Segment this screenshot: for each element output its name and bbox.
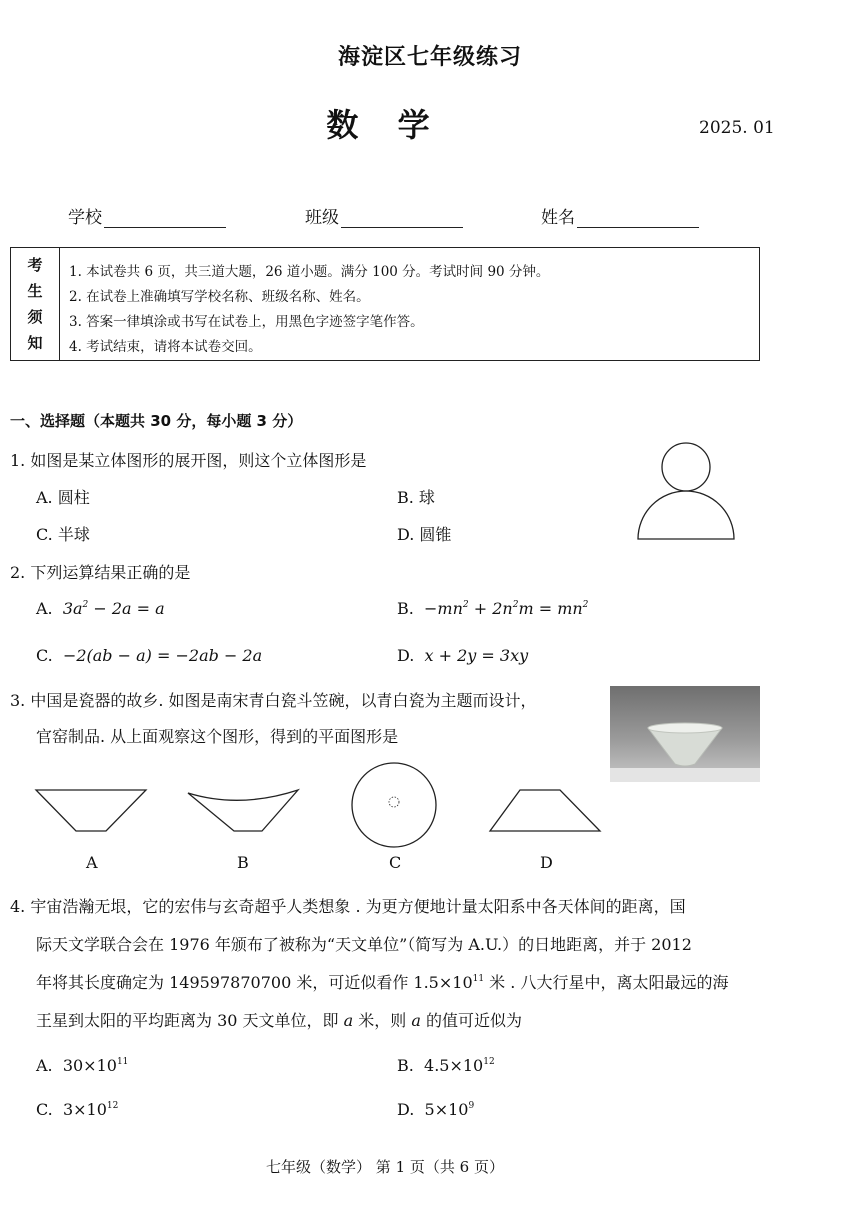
- q1-option-b[interactable]: B. 球: [397, 488, 435, 507]
- q3-figure-a[interactable]: [36, 790, 146, 831]
- q4-line3-exp: 11: [472, 974, 485, 984]
- class-blank[interactable]: [341, 209, 463, 228]
- q3-options-figures[interactable]: [30, 785, 630, 845]
- school-field: [68, 203, 226, 228]
- notice-side-char: 须: [27, 308, 43, 326]
- page-footer: 七年级（数学） 第 1 页（共 6 页）: [266, 1158, 504, 1176]
- q3-figure-c-inner: [389, 797, 399, 807]
- q3-label-c: C: [389, 853, 402, 872]
- q3-label-d: D: [540, 853, 553, 872]
- name-label: 姓名: [541, 208, 575, 228]
- q4-option-b-exp: 12: [483, 1057, 495, 1067]
- class-label: 班级: [305, 208, 339, 228]
- question-2-stem: 2. 下列运算结果正确的是: [10, 563, 191, 582]
- q4-option-a-base: 30×10: [62, 1056, 117, 1075]
- q4-option-c-exp: 12: [106, 1101, 119, 1111]
- q2-option-c-label: C.: [36, 646, 53, 665]
- q4-option-a[interactable]: [36, 1056, 128, 1075]
- notice-side-char: 生: [27, 282, 43, 300]
- hemisphere-net-figure: [635, 440, 745, 542]
- name-blank[interactable]: [577, 209, 699, 228]
- subject-title: 数 学: [326, 106, 444, 144]
- q4-option-a-exp: 11: [116, 1057, 129, 1067]
- q4-option-c[interactable]: [36, 1100, 118, 1119]
- q3-figure-d[interactable]: [490, 790, 600, 831]
- class-field: [305, 203, 463, 228]
- question-1-stem: 1. 如图是某立体图形的展开图，则这个立体图形是: [10, 451, 367, 470]
- q2-option-b-label: B.: [397, 599, 414, 618]
- exam-notice-box: [10, 247, 760, 361]
- q4-line4c: 的值可近似为: [420, 1011, 522, 1030]
- notice-item: 1. 本试卷共 6 页，共三道大题，26 道小题。满分 100 分。考试时间 90 分钟。: [69, 264, 550, 280]
- q4-line4a: 王星到太阳的平均距离为 30 天文单位，即: [36, 1011, 344, 1030]
- q4-option-a-label: A.: [36, 1056, 53, 1075]
- notice-item: 4. 考试结束，请将本试卷交回。: [69, 339, 262, 355]
- question-3-stem-line1: 3. 中国是瓷器的故乡. 如图是南宋青白瓷斗笠碗，以青白瓷为主题而设计，: [10, 691, 537, 710]
- q2-option-d[interactable]: D. x + 2y = 3xy: [397, 646, 529, 665]
- bowl-photo: [610, 686, 760, 782]
- q4-line4b: 米，则: [353, 1011, 412, 1030]
- q1-option-d[interactable]: D. 圆锥: [397, 525, 452, 544]
- notice-item: 2. 在试卷上准确填写学校名称、班级名称、姓名。: [69, 289, 370, 305]
- q1-option-c[interactable]: C. 半球: [36, 525, 90, 544]
- q4-option-c-label: C.: [36, 1100, 53, 1119]
- bowl-photo-shape: [610, 686, 760, 782]
- question-3-stem-line2: 官窑制品. 从上面观察这个图形，得到的平面图形是: [36, 727, 399, 746]
- school-blank[interactable]: [104, 209, 226, 228]
- q4-line3b: 米 . 八大行星中，离太阳最远的海: [484, 973, 729, 992]
- notice-side-char: 知: [27, 334, 43, 352]
- q4-var-a: a: [343, 1011, 354, 1030]
- question-4-line4: [36, 1002, 522, 1040]
- exam-date: 2025. 01: [699, 118, 775, 138]
- q1-option-a[interactable]: A. 圆柱: [36, 488, 90, 507]
- q4-line3a: 年将其长度确定为 149597870700 米，可近似看作 1.5×10: [36, 973, 473, 992]
- q4-option-c-base: 3×10: [62, 1100, 107, 1119]
- notice-item: 3. 答案一律填涂或书写在试卷上，用黑色字迹签字笔作答。: [69, 314, 424, 330]
- q2-option-a[interactable]: A. $3a^2 - 2a = a$: [36, 599, 165, 618]
- question-4-line3: [36, 964, 728, 1002]
- q4-option-d-exp: 9: [468, 1101, 475, 1111]
- q2-option-b[interactable]: B. $-mn^2 + 2n^2m = mn^2$: [397, 599, 589, 618]
- notice-side-char: 考: [27, 256, 43, 274]
- q4-var-a-2: a: [411, 1011, 421, 1030]
- question-4-line1: 4. 宇宙浩瀚无垠，它的宏伟与玄奇超乎人类想象 . 为更方便地计量太阳系中各天体间的距离，国: [10, 897, 686, 916]
- q4-option-b-base: 4.5×10: [424, 1056, 484, 1075]
- name-field: [541, 203, 699, 228]
- question-4-line2: 际天文学联合会在 1976 年颁布了被称为“天文单位”（简写为 A.U.）的日地距离，并于 2012: [36, 935, 692, 954]
- q4-option-d-label: D.: [397, 1100, 415, 1119]
- exam-title: 海淀区七年级练习: [337, 45, 522, 70]
- q3-label-b: B: [237, 853, 249, 872]
- q3-figure-b[interactable]: [188, 790, 298, 831]
- q4-option-d-base: 5×10: [424, 1100, 469, 1119]
- notice-side-label: [11, 248, 60, 360]
- q4-option-b-label: B.: [397, 1056, 414, 1075]
- q4-option-b[interactable]: [397, 1056, 495, 1075]
- q3-figure-c[interactable]: [352, 763, 436, 847]
- q2-option-a-label: A.: [36, 599, 53, 618]
- q3-label-a: A: [86, 853, 98, 872]
- school-label: 学校: [68, 208, 102, 228]
- q4-option-d[interactable]: [397, 1100, 474, 1119]
- q2-option-c[interactable]: C. −2(ab − a) = −2ab − 2a: [36, 646, 263, 665]
- q2-option-d-label: D.: [397, 646, 415, 665]
- section-heading: 一、选择题（本题共 30 分，每小题 3 分）: [10, 412, 303, 430]
